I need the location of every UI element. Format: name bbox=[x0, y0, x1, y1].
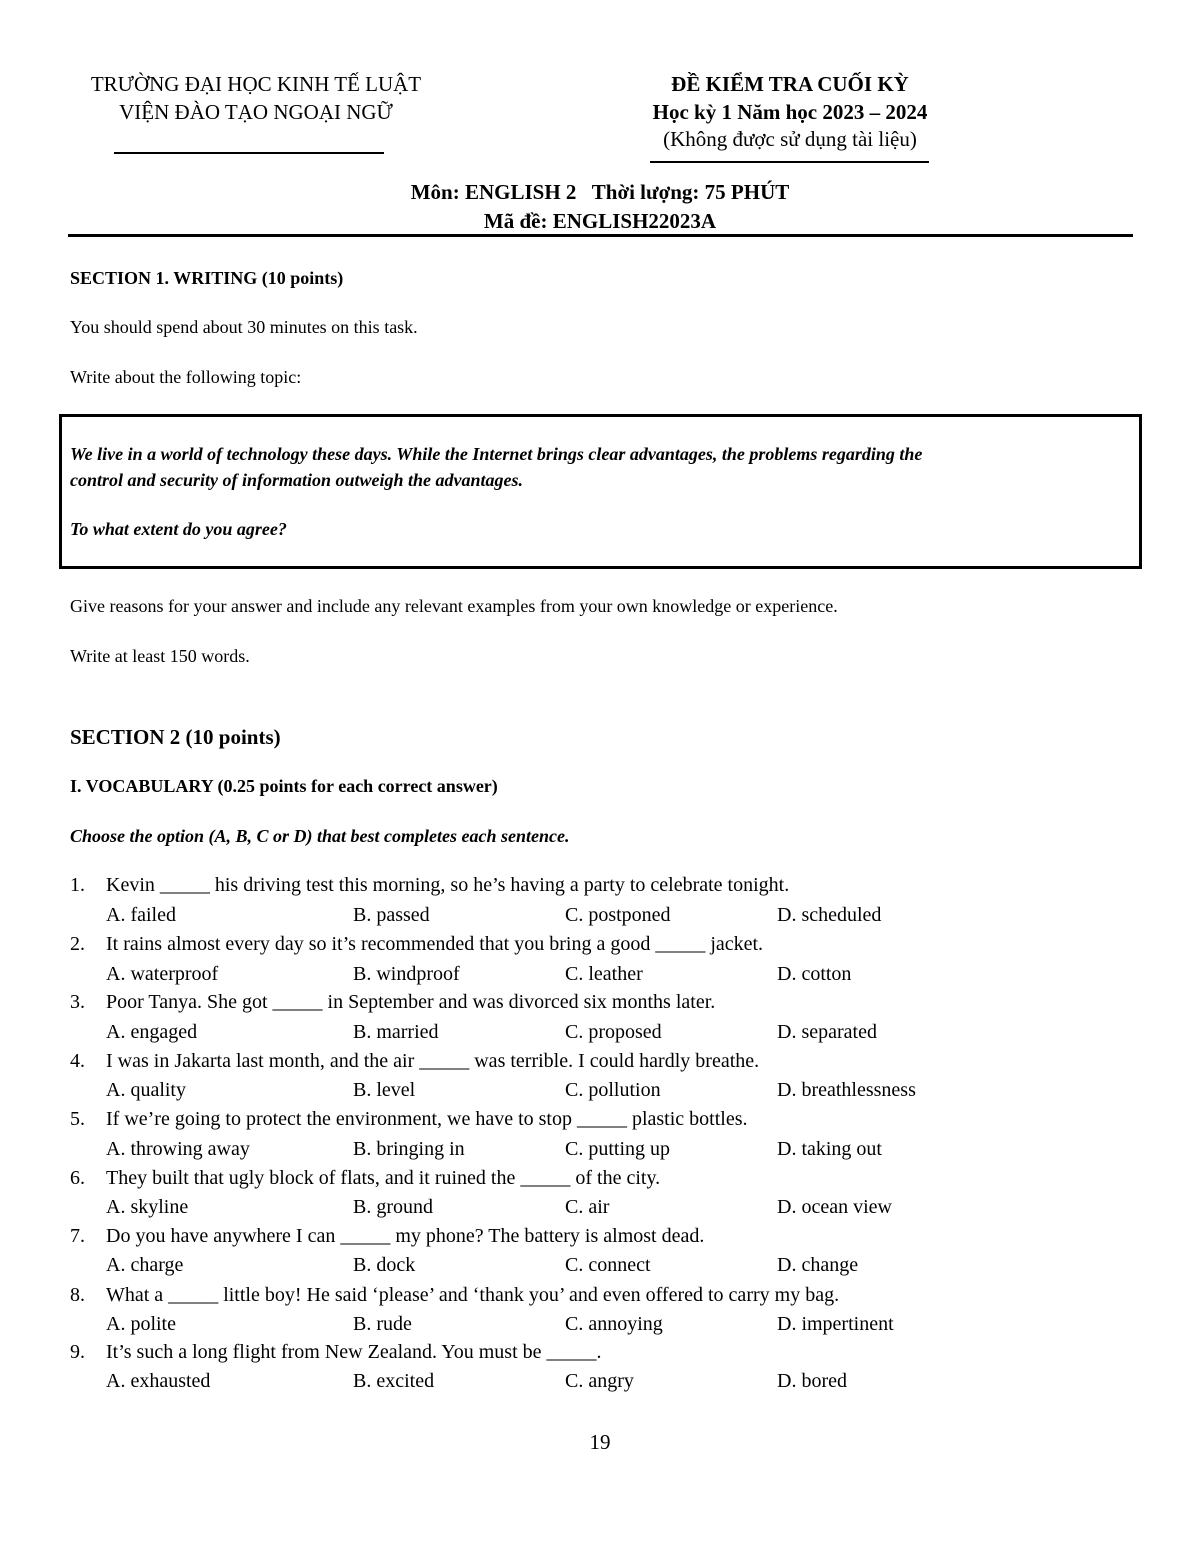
option-d: D. separated bbox=[777, 1021, 877, 1043]
option-a: A. quality bbox=[106, 1079, 186, 1101]
vocabulary-instruction: Choose the option (A, B, C or D) that best completes each sentence. bbox=[70, 826, 570, 846]
option-c: C. angry bbox=[565, 1370, 634, 1392]
section1-reasons-instruction: Give reasons for your answer and include any relevant examples from your own knowledge or experience. bbox=[70, 596, 838, 616]
option-c: C. air bbox=[565, 1196, 610, 1218]
institute-name: VIỆN ĐÀO TẠO NGOẠI NGỮ bbox=[119, 100, 393, 124]
option-a: A. throwing away bbox=[106, 1138, 250, 1160]
option-a: A. waterproof bbox=[106, 963, 219, 985]
option-a: A. engaged bbox=[106, 1021, 198, 1043]
question-text: If we’re going to protect the environment, we have to stop _____ plastic bottles. bbox=[106, 1108, 748, 1130]
option-a: A. failed bbox=[106, 904, 176, 926]
header-right-divider bbox=[650, 161, 929, 163]
option-b: B. passed bbox=[353, 904, 430, 926]
option-c: C. putting up bbox=[565, 1138, 671, 1160]
option-b: B. dock bbox=[353, 1254, 416, 1276]
option-d: D. cotton bbox=[777, 963, 852, 985]
question-number: 1. bbox=[70, 874, 85, 896]
exam-code: Mã đề: ENGLISH22023A bbox=[483, 209, 717, 233]
option-c: C. leather bbox=[565, 963, 643, 985]
option-c: C. connect bbox=[565, 1254, 651, 1276]
question-text: It’s such a long flight from New Zealand. You must be _____. bbox=[106, 1341, 602, 1363]
option-a: A. exhausted bbox=[106, 1370, 211, 1392]
option-c: C. proposed bbox=[565, 1021, 662, 1043]
question-text: What a _____ little boy! He said ‘please’ and ‘thank you’ and even offered to carry my bag. bbox=[106, 1284, 840, 1306]
option-d: D. bored bbox=[777, 1370, 847, 1392]
question-number: 5. bbox=[70, 1108, 85, 1130]
exam-title: ĐỀ KIỂM TRA CUỐI KỲ bbox=[671, 72, 909, 96]
question-number: 8. bbox=[70, 1284, 85, 1306]
semester-line: Học kỳ 1 Năm học 2023 – 2024 bbox=[652, 100, 928, 124]
subject-line: Môn: ENGLISH 2 Thời lượng: 75 PHÚT bbox=[410, 180, 790, 204]
question-number: 7. bbox=[70, 1225, 85, 1247]
question-text: Do you have anywhere I can _____ my phone? The battery is almost dead. bbox=[106, 1225, 705, 1247]
question-text: Poor Tanya. She got _____ in September and was divorced six months later. bbox=[106, 991, 716, 1013]
option-c: C. postponed bbox=[565, 904, 671, 926]
writing-prompt-question: To what extent do you agree? bbox=[70, 519, 287, 539]
section1-topic-intro: Write about the following topic: bbox=[70, 367, 302, 387]
question-number: 3. bbox=[70, 991, 85, 1013]
writing-prompt-box bbox=[59, 414, 1142, 569]
exam-note: (Không được sử dụng tài liệu) bbox=[663, 127, 917, 151]
option-d: D. breathlessness bbox=[777, 1079, 916, 1101]
writing-prompt-line2: control and security of information outweigh the advantages. bbox=[70, 470, 524, 490]
option-d: D. impertinent bbox=[777, 1313, 894, 1335]
question-text: I was in Jakarta last month, and the air _____ was terrible. I could hardly breathe. bbox=[106, 1050, 760, 1072]
section1-title: SECTION 1. WRITING (10 points) bbox=[70, 268, 344, 288]
option-c: C. pollution bbox=[565, 1079, 661, 1101]
option-b: B. married bbox=[353, 1021, 439, 1043]
university-name: TRƯỜNG ĐẠI HỌC KINH TẾ LUẬT bbox=[90, 72, 422, 96]
section1-time-instruction: You should spend about 30 minutes on this task. bbox=[70, 317, 418, 337]
option-d: D. scheduled bbox=[777, 904, 882, 926]
option-b: B. excited bbox=[353, 1370, 435, 1392]
writing-prompt-line1: We live in a world of technology these days. While the Internet brings clear advantages, the problems regarding the bbox=[70, 444, 923, 464]
option-b: B. windproof bbox=[353, 963, 460, 985]
option-d: D. taking out bbox=[777, 1138, 882, 1160]
option-a: A. polite bbox=[106, 1313, 176, 1335]
option-c: C. annoying bbox=[565, 1313, 663, 1335]
question-number: 9. bbox=[70, 1341, 85, 1363]
question-number: 2. bbox=[70, 933, 85, 955]
option-b: B. level bbox=[353, 1079, 416, 1101]
question-text: It rains almost every day so it’s recommended that you bring a good _____ jacket. bbox=[106, 933, 764, 955]
option-b: B. rude bbox=[353, 1313, 412, 1335]
page-number: 19 bbox=[589, 1430, 611, 1454]
vocabulary-title: I. VOCABULARY (0.25 points for each correct answer) bbox=[70, 776, 498, 796]
option-d: D. change bbox=[777, 1254, 859, 1276]
option-b: B. bringing in bbox=[353, 1138, 465, 1160]
header-bottom-rule bbox=[68, 234, 1133, 237]
section2-title: SECTION 2 (10 points) bbox=[70, 725, 281, 749]
question-text: Kevin _____ his driving test this morning, so he’s having a party to celebrate tonight. bbox=[106, 874, 790, 896]
option-b: B. ground bbox=[353, 1196, 433, 1218]
question-number: 4. bbox=[70, 1050, 85, 1072]
question-number: 6. bbox=[70, 1167, 85, 1189]
question-text: They built that ugly block of flats, and it ruined the _____ of the city. bbox=[106, 1167, 661, 1189]
header-left-divider bbox=[114, 152, 384, 154]
option-a: A. skyline bbox=[106, 1196, 189, 1218]
option-d: D. ocean view bbox=[777, 1196, 892, 1218]
section1-word-count: Write at least 150 words. bbox=[70, 646, 250, 666]
option-a: A. charge bbox=[106, 1254, 184, 1276]
